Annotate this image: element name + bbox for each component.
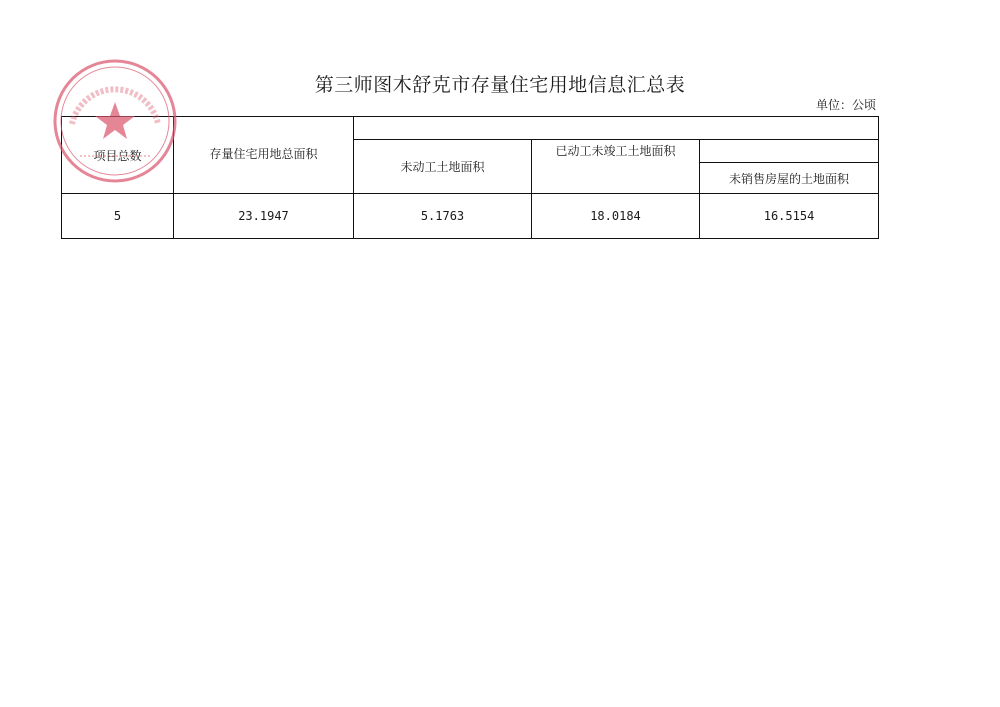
- table-header-row: [62, 117, 879, 140]
- header-started-not-completed: [532, 140, 700, 194]
- cell-project-count: 5: [62, 194, 174, 239]
- summary-table: [61, 116, 879, 239]
- header-started-not-completed-label: 已动工未竣工土地面积: [555, 144, 676, 158]
- table-row: [62, 194, 879, 239]
- header-not-started: 未动工土地面积: [354, 140, 532, 194]
- page-title: 第三师图木舒克市存量住宅用地信息汇总表: [314, 74, 686, 96]
- unit-label: 单位：公顷: [815, 98, 876, 112]
- cell-not-started: 5.1763: [354, 194, 532, 239]
- header-total-area-label: 存量住宅用地总面积: [209, 147, 318, 161]
- cell-unsold-housing: 16.5154: [700, 194, 879, 239]
- header-blank-top: [354, 117, 879, 140]
- header-total-area: [174, 117, 354, 194]
- header-unsold-housing: 未销售房屋的土地面积: [700, 163, 879, 194]
- header-project-count: 项目总数: [62, 117, 174, 194]
- cell-started-not-completed: 18.0184: [532, 194, 700, 239]
- cell-total-area: 23.1947: [174, 194, 354, 239]
- header-blank-sub: [700, 140, 879, 163]
